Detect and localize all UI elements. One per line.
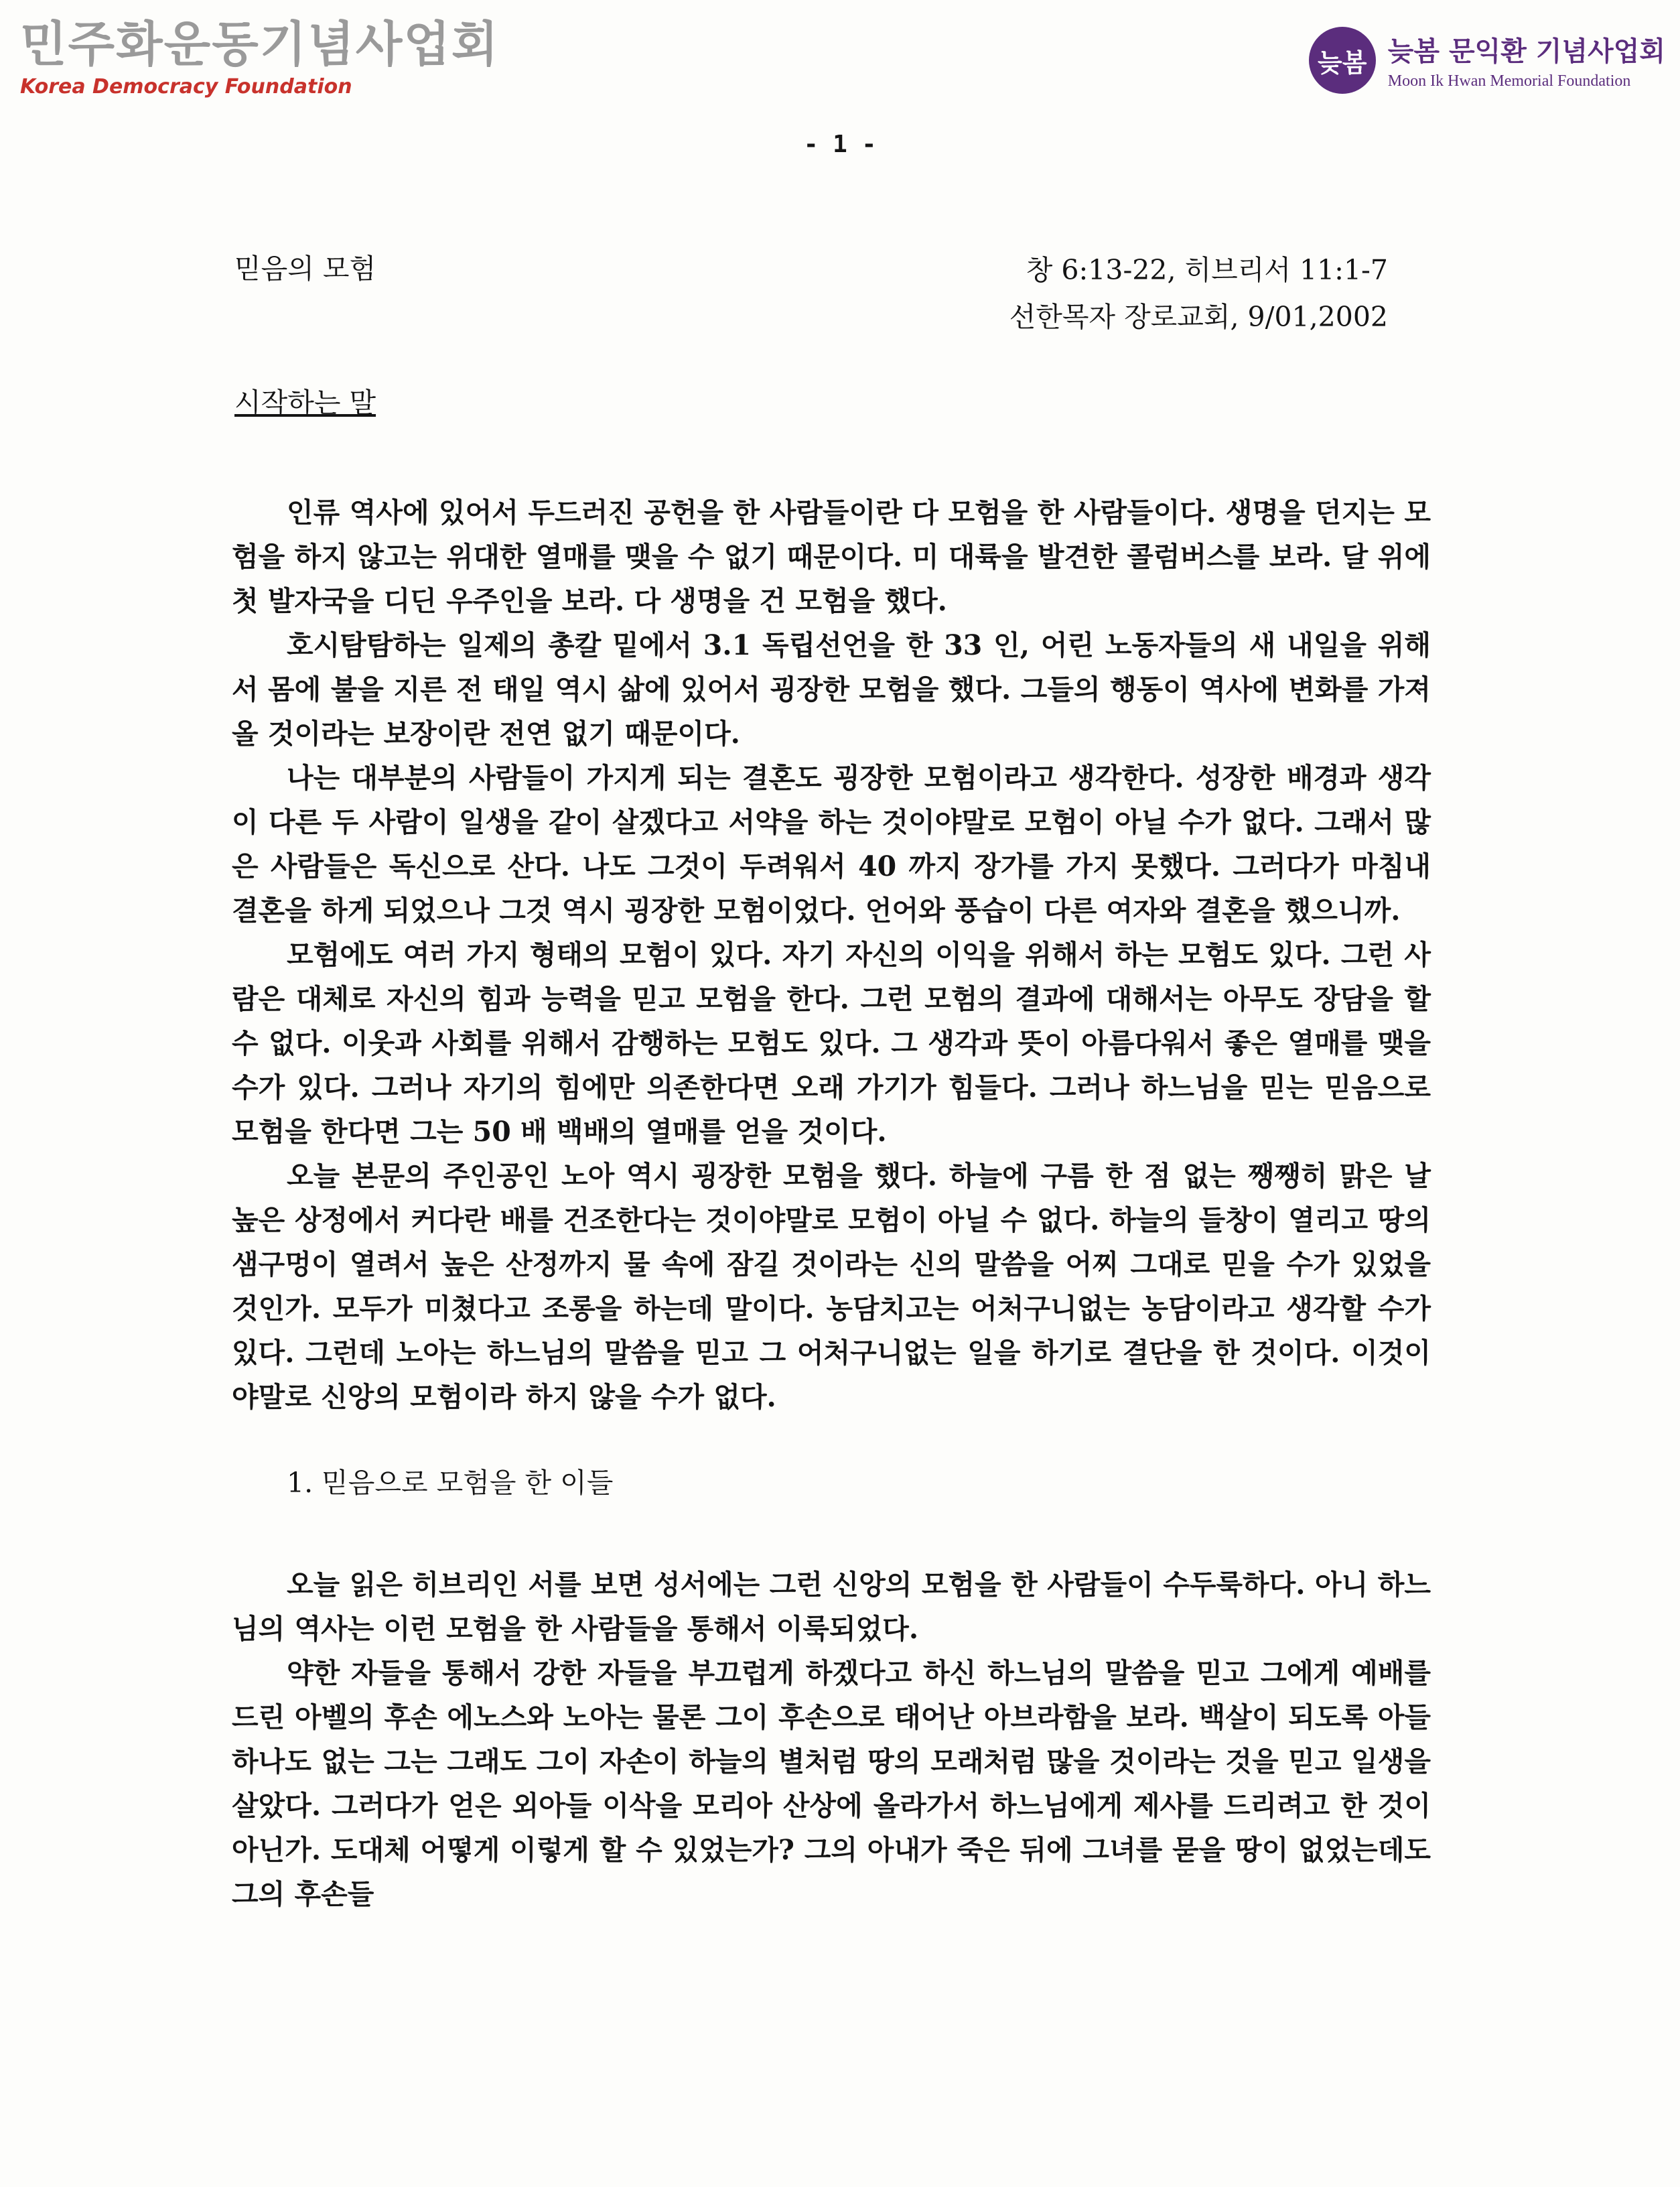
paragraph: 호시탐탐하는 일제의 총칼 밑에서 3.1 독립선언을 한 33 인, 어린 노동자들의 새 내일을 위해서 몸에 불을 지른 전 태일 역시 삶에 있어서 굉장한 모험을 했다. 그들의 행동이 역사에 변화를 가져올 것이라는 보장이란 전연 없기 때문이다. [232,629,1431,750]
intro-heading: 시작하는 말 [234,387,376,419]
paragraph: 약한 자들을 통해서 강한 자들을 부끄럽게 하겠다고 하신 하느님의 말씀을 믿고 그에게 예배를 드린 아벨의 후손 에노스와 노아는 물론 그이 후손으로 태어난 아브라함을 보라. 백살이 되도록 아들 하나도 없는 그는 그래도 그이 자손이 하늘의 별처럼 땅의 모래처럼 많을 것이라는 것을 믿고 일생을 살았다. 그러다가 얻은 외아들 이삭을 모리아 산상에 올라가서 하느님에게 제사를 드리려고 한 것이 아닌가. 도대체 어떻게 이렇게 할 수 있었는가? 그의 아내가 죽은 뒤에 그녀를 묻을 땅이 없었는데도 그의 후손들 [232,1657,1431,1910]
scripture-reference: 창 6:13-22, 히브리서 11:1-7 [1026,254,1388,286]
paragraph: 오늘 본문의 주인공인 노아 역시 굉장한 모험을 했다. 하늘에 구름 한 점 없는 쨍쨍히 맑은 날 높은 상정에서 커다란 배를 건조한다는 것이야말로 모험이 아닐 수 없다. 하늘의 들창이 열리고 땅의 샘구멍이 열려서 높은 산정까지 물 속에 잠길 것이라는 신의 말씀을 어찌 그대로 믿을 수가 있었을 것인가. 모두가 미쳤다고 조롱을 하는데 말이다. 농담치고는 어처구니없는 농담이라고 생각할 수가 있다. 그런데 노아는 하느님의 말씀을 믿고 그 어처구니없는 일을 하기로 결단을 한 것이다. 이것이야말로 신앙의 모험이라 하지 않을 수가 없다. [232,1160,1431,1413]
place-date: 선한목자 장로교회, 9/01,2002 [1009,301,1388,333]
paragraph: 나는 대부분의 사람들이 가지게 되는 결혼도 굉장한 모험이라고 생각한다. 성장한 배경과 생각이 다른 두 사람이 일생을 같이 살겠다고 서약을 하는 것이야말로 모험이 아닐 수가 없다. 그래서 많은 사람들은 독신으로 산다. 나도 그것이 두려워서 40 까지 장가를 가지 못했다. 그러다가 마침내 결혼을 하게 되었으나 그것 역시 굉장한 모험이었다. 언어와 풍습이 다른 여자와 결혼을 했으니까. [232,762,1431,927]
mihf-logo-korean: 늦봄 문익환 기념사업회 [1387,36,1665,67]
mihf-logo-text [1388,30,1665,90]
sermon-reference [1009,247,1388,340]
paragraph: 인류 역사에 있어서 두드러진 공헌을 한 사람들이란 다 모험을 한 사람들이다. 생명을 던지는 모험을 하지 않고는 위대한 열매를 맺을 수 없기 때문이다. 미 대륙을 발견한 콜럼버스를 보라. 달 위에 첫 발자국을 디딘 우주인을 보라. 다 생명을 건 모험을 했다. [232,496,1431,617]
kdf-logo-english: Korea Democracy Foundation [20,75,352,98]
page-number: - 1 - [803,131,877,158]
kdf-logo-korean: 민주화운동기념사업회 [20,15,500,72]
mihf-logo-english: Moon Ik Hwan Memorial Foundation [1387,72,1631,90]
document-body [232,381,1431,1916]
section-heading: 1. 믿음으로 모험을 한 이들 [287,1467,614,1499]
mihf-logo [1309,27,1665,94]
kdf-logo [20,15,500,98]
seal-icon: 늦봄 [1309,27,1376,94]
paragraph: 오늘 읽은 히브리인 서를 보면 성서에는 그런 신앙의 모험을 한 사람들이 수두룩하다. 아니 하느님의 역사는 이런 모험을 한 사람들을 통해서 이룩되었다. [232,1569,1431,1645]
sermon-title: 믿음의 모험 [234,253,376,285]
paragraph: 모험에도 여러 가지 형태의 모험이 있다. 자기 자신의 이익을 위해서 하는 모험도 있다. 그런 사람은 대체로 자신의 힘과 능력을 믿고 모험을 한다. 그런 모험의 결과에 대해서는 아무도 장담을 할 수 없다. 이웃과 사회를 위해서 감행하는 모험도 있다. 그 생각과 뜻이 아름다워서 좋은 열매를 맺을 수가 있다. 그러나 자기의 힘에만 의존한다면 오래 가기가 힘들다. 그러나 하느님을 믿는 믿음으로 모험을 한다면 그는 50 배 백배의 열매를 얻을 것이다. [232,939,1431,1148]
